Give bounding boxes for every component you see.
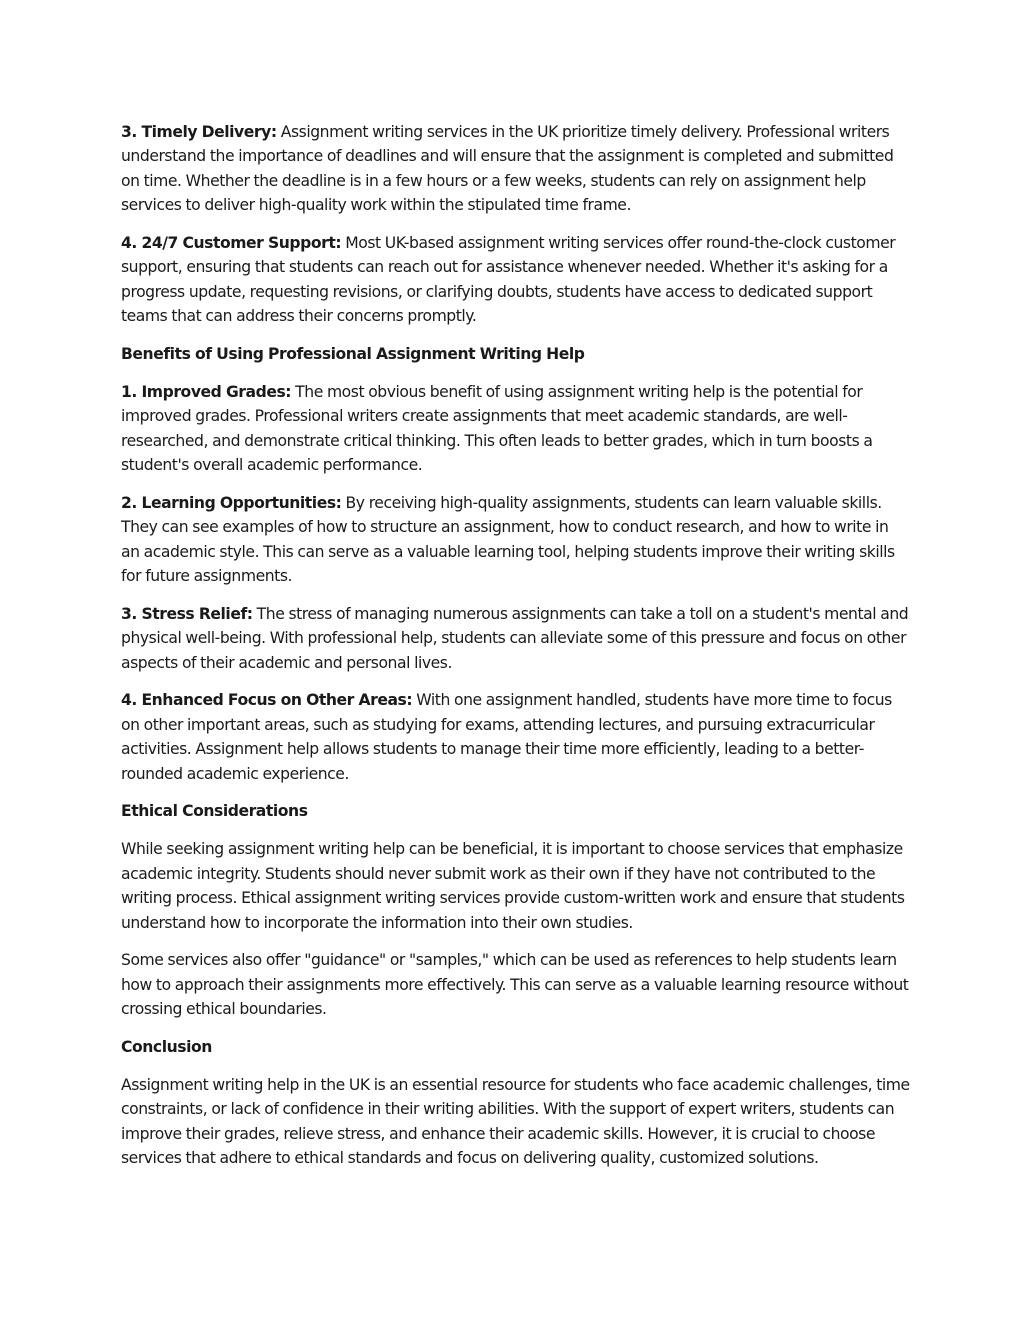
paragraph-stress-relief — [121, 602, 911, 675]
paragraph-text: Some services also offer "guidance" or "samples," which can be used as references to help students learn how to approach their assignments more effectively. This can serve as a valuable learning resource without crossing ethical boundaries. — [121, 951, 909, 1019]
paragraph-lead: 2. Learning Opportunities: — [121, 493, 342, 512]
paragraph-enhanced-focus — [121, 688, 911, 786]
paragraph-conclusion — [121, 1073, 911, 1171]
paragraph-text: Assignment writing services in the UK prioritize timely delivery. Professional writers understand the importance of deadlines and will ensure that the assignment is completed and submitted on time. Whether the deadline is in a few hours or a few weeks, students can rely on assignment help services to deliver high-quality work within the stipulated time frame. — [121, 123, 894, 215]
paragraph-text: The most obvious benefit of using assignment writing help is the potential for improved grades. Professional writers create assignments that meet academic standards, are well-researched, and demonstrate critical thinking. This often leads to better grades, which in turn boosts a student's overall academic performance. — [121, 382, 873, 475]
paragraph-lead: 4. 24/7 Customer Support: — [121, 234, 342, 253]
paragraph-lead: 3. Stress Relief: — [121, 604, 253, 623]
paragraph-customer-support — [121, 231, 911, 329]
section-heading-conclusion: Conclusion — [121, 1037, 212, 1056]
paragraph-lead: 3. Timely Delivery: — [121, 123, 277, 141]
paragraph-text: The stress of managing numerous assignments can take a toll on a student's mental and physical well-being. With professional help, students can alleviate some of this pressure and focus on other aspects of their academic and personal lives. — [121, 604, 909, 672]
paragraph-improved-grades — [121, 380, 911, 478]
paragraph-text: Most UK-based assignment writing services offer round-the-clock customer support, ensuring that students can reach out for assistance whenever needed. Whether it's asking for a progress update, requesting revisions, or clarifying doubts, students have access to dedicated support teams that can address their concerns promptly. — [121, 234, 896, 326]
document-page — [121, 120, 911, 1184]
paragraph-text: With one assignment handled, students have more time to focus on other important areas, such as studying for exams, attending lectures, and pursuing extracurricular activities. Assignment help allows students to manage their time more efficiently, leading to a better-rounded academic experience. — [121, 691, 892, 783]
paragraph-lead: 1. Improved Grades: — [121, 382, 292, 401]
paragraph-text: By receiving high-quality assignments, students can learn valuable skills. They can see examples of how to structure an assignment, how to conduct research, and how to write in an academic style. This can serve as a valuable learning tool, helping students improve their writing skills for future assignments. — [121, 493, 895, 586]
section-heading-benefits: Benefits of Using Professional Assignment Writing Help — [121, 345, 585, 364]
paragraph-text: Assignment writing help in the UK is an essential resource for students who face academic challenges, time constraints, or lack of confidence in their writing abilities. With the support of expert writers, students can improve their grades, relieve stress, and enhance their academic skills. However, it is crucial to choose services that adhere to ethical standards and focus on delivering quality, customized solutions. — [121, 1075, 910, 1167]
paragraph-ethical-intro — [121, 837, 911, 935]
paragraph-lead: 4. Enhanced Focus on Other Areas: — [121, 691, 413, 710]
paragraph-timely-delivery — [121, 120, 911, 218]
paragraph-text: While seeking assignment writing help can be beneficial, it is important to choose services that emphasize academic integrity. Students should never submit work as their own if they have not contributed to the writing process. Ethical assignment writing services provide custom-written work and ensure that students understand how to incorporate the information into their own studies. — [121, 840, 905, 932]
paragraph-guidance-samples — [121, 948, 911, 1021]
section-heading-ethical: Ethical Considerations — [121, 802, 308, 821]
paragraph-learning-opportunities — [121, 491, 911, 589]
